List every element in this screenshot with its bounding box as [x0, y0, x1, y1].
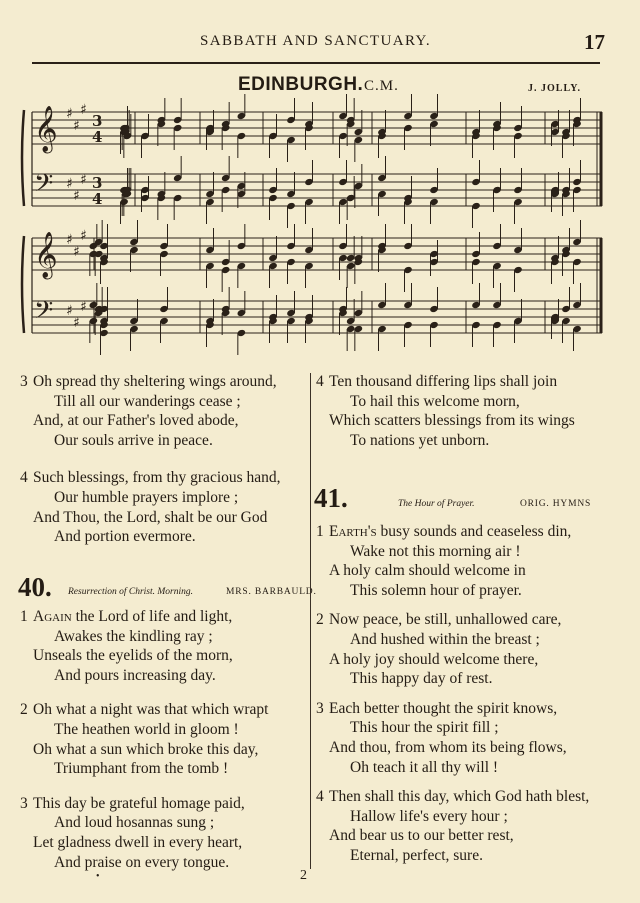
verse-line: And pours increasing day. [54, 666, 216, 684]
hymn-author: ORIG. HYMNS [520, 499, 592, 509]
verse-line: This solemn hour of prayer. [350, 581, 522, 599]
verse-line: Oh what a sun which broke this day, [33, 740, 259, 758]
verse-line: Hallow life's every hour ; [350, 807, 508, 825]
verse-line: Awakes the kindling ray ; [54, 627, 213, 645]
verse-line: Triumphant from the tomb ! [54, 760, 229, 778]
verse-number: 4 [20, 469, 28, 487]
right-continuation [316, 372, 575, 460]
verse-line: And, at our Father's loved abode, [33, 412, 239, 430]
verse [20, 372, 281, 450]
verse-line: Oh teach it all thy will ! [350, 758, 499, 776]
verse-line: And hushed within the breast ; [350, 630, 540, 648]
verse-line: The heathen world in gloom ! [54, 720, 239, 738]
verse-number: 3 [20, 794, 28, 812]
time-signature: 4 [92, 128, 103, 146]
verse-number: 4 [316, 788, 324, 806]
verse-number: 3 [20, 373, 28, 390]
verse-number: 2 [316, 611, 324, 629]
verse-line: Our souls arrive in peace. [54, 431, 213, 449]
tune-meter: C.M. [364, 78, 399, 94]
verse-line: This hour the spirit fill ; [350, 719, 499, 737]
sharp-icon: ♯ [66, 232, 73, 248]
verse-line: Oh spread thy sheltering wings around, [33, 373, 277, 390]
signature-mark: 2 [300, 868, 307, 883]
time-signature: 3 [92, 112, 103, 130]
hymn-title: Resurrection of Christ. Morning. [68, 587, 193, 597]
verse-line: And loud hosannas sung ; [54, 814, 215, 832]
bass-clef-icon: 𝄢 [34, 296, 54, 331]
column-divider [310, 373, 311, 869]
verse [20, 607, 268, 685]
hymn-title: The Hour of Prayer. [398, 499, 475, 509]
treble-clef-icon: 𝄞 [34, 106, 58, 152]
system-brace [22, 110, 24, 206]
verse-line: This day be grateful homage paid, [33, 794, 245, 812]
hymn-number: 41. [314, 483, 348, 513]
verse-first-word: Again [33, 608, 72, 625]
sharp-icon: ♯ [80, 228, 87, 244]
footer-dot: • [96, 871, 100, 882]
sharp-icon: ♯ [80, 102, 87, 118]
time-signature: 4 [92, 190, 103, 208]
system-brace [22, 236, 24, 333]
running-head: SABBATH AND SANCTUARY. [200, 33, 431, 49]
verse-line: Such blessings, from thy gracious hand, [33, 469, 281, 487]
verse-line: And bear us to our better rest, [329, 827, 514, 845]
hymn-author: MRS. BARBAULD. [226, 587, 317, 597]
sharp-icon: ♯ [73, 118, 80, 134]
page-number: 17 [584, 30, 605, 54]
verse [316, 372, 575, 450]
verse [20, 468, 281, 546]
hymn-40-text [20, 607, 268, 882]
verse-line: To nations yet unborn. [350, 431, 490, 449]
verse-line: Eternal, perfect, sure. [350, 846, 483, 864]
verse-line: To hail this welcome morn, [350, 392, 520, 410]
sharp-icon: ♯ [80, 299, 87, 315]
verse-line: Our humble prayers implore ; [54, 488, 239, 506]
verse-line: Till all our wanderings cease ; [54, 392, 241, 410]
verse-line: A holy calm should welcome in [329, 562, 526, 580]
sharp-icon: ♯ [66, 303, 73, 319]
time-signature: 3 [92, 174, 103, 192]
verse-line: busy sounds and ceaseless din, [376, 523, 572, 540]
sharp-icon: ♯ [80, 172, 87, 188]
verse-number: 2 [20, 701, 28, 719]
verse [316, 610, 589, 688]
verse-line: Oh what a night was that which wrapt [33, 701, 269, 719]
sharp-icon: ♯ [66, 106, 73, 122]
sharp-icon: ♯ [73, 315, 80, 331]
verse-line: And thou, from whom its being flows, [329, 738, 567, 756]
verse [316, 787, 589, 865]
hymn-number: 40. [18, 572, 52, 602]
bass-clef-icon: 𝄢 [34, 169, 54, 204]
verse-line: Now peace, be still, unhallowed care, [329, 611, 562, 629]
verse-line: And portion evermore. [54, 528, 196, 546]
verse-line: This happy day of rest. [350, 670, 493, 688]
verse [20, 700, 268, 778]
sharp-icon: ♯ [73, 244, 80, 260]
verse-number: 1 [20, 608, 28, 625]
verse-line: Ten thousand differing lips shall join [329, 373, 558, 390]
verse-line: A holy joy should welcome there, [329, 650, 539, 668]
tune-name: EDINBURGH. [238, 74, 364, 95]
sharp-icon: ♯ [66, 176, 73, 192]
verse-line: the Lord of life and light, [71, 608, 233, 625]
verse-number: 1 [316, 523, 324, 540]
verse-line: Let gladness dwell in every heart, [33, 833, 243, 851]
verse-line: Unseals the eyelids of the morn, [33, 647, 233, 665]
verse [316, 522, 589, 600]
verse [316, 699, 589, 777]
verse-line: And praise on every tongue. [54, 853, 230, 871]
verse-number: 3 [316, 699, 324, 717]
left-continuation [20, 372, 281, 556]
verse-line: Each better thought the spirit knows, [329, 699, 558, 717]
verse-line: And Thou, the Lord, shalt be our God [33, 508, 268, 526]
verse [20, 794, 268, 872]
verse-number: 4 [316, 373, 324, 390]
verse-line: Wake not this morning air ! [350, 542, 521, 560]
tune-composer: J. JOLLY. [528, 83, 582, 94]
treble-clef-icon: 𝄞 [34, 232, 58, 278]
verse-first-word: Earth's [329, 523, 377, 540]
hymn-41-text [316, 522, 589, 875]
music-score [0, 0, 640, 370]
sharp-icon: ♯ [73, 188, 80, 204]
verse-line: Which scatters blessings from its wings [329, 412, 575, 430]
verse-line: Then shall this day, which God hath blest, [329, 788, 590, 806]
